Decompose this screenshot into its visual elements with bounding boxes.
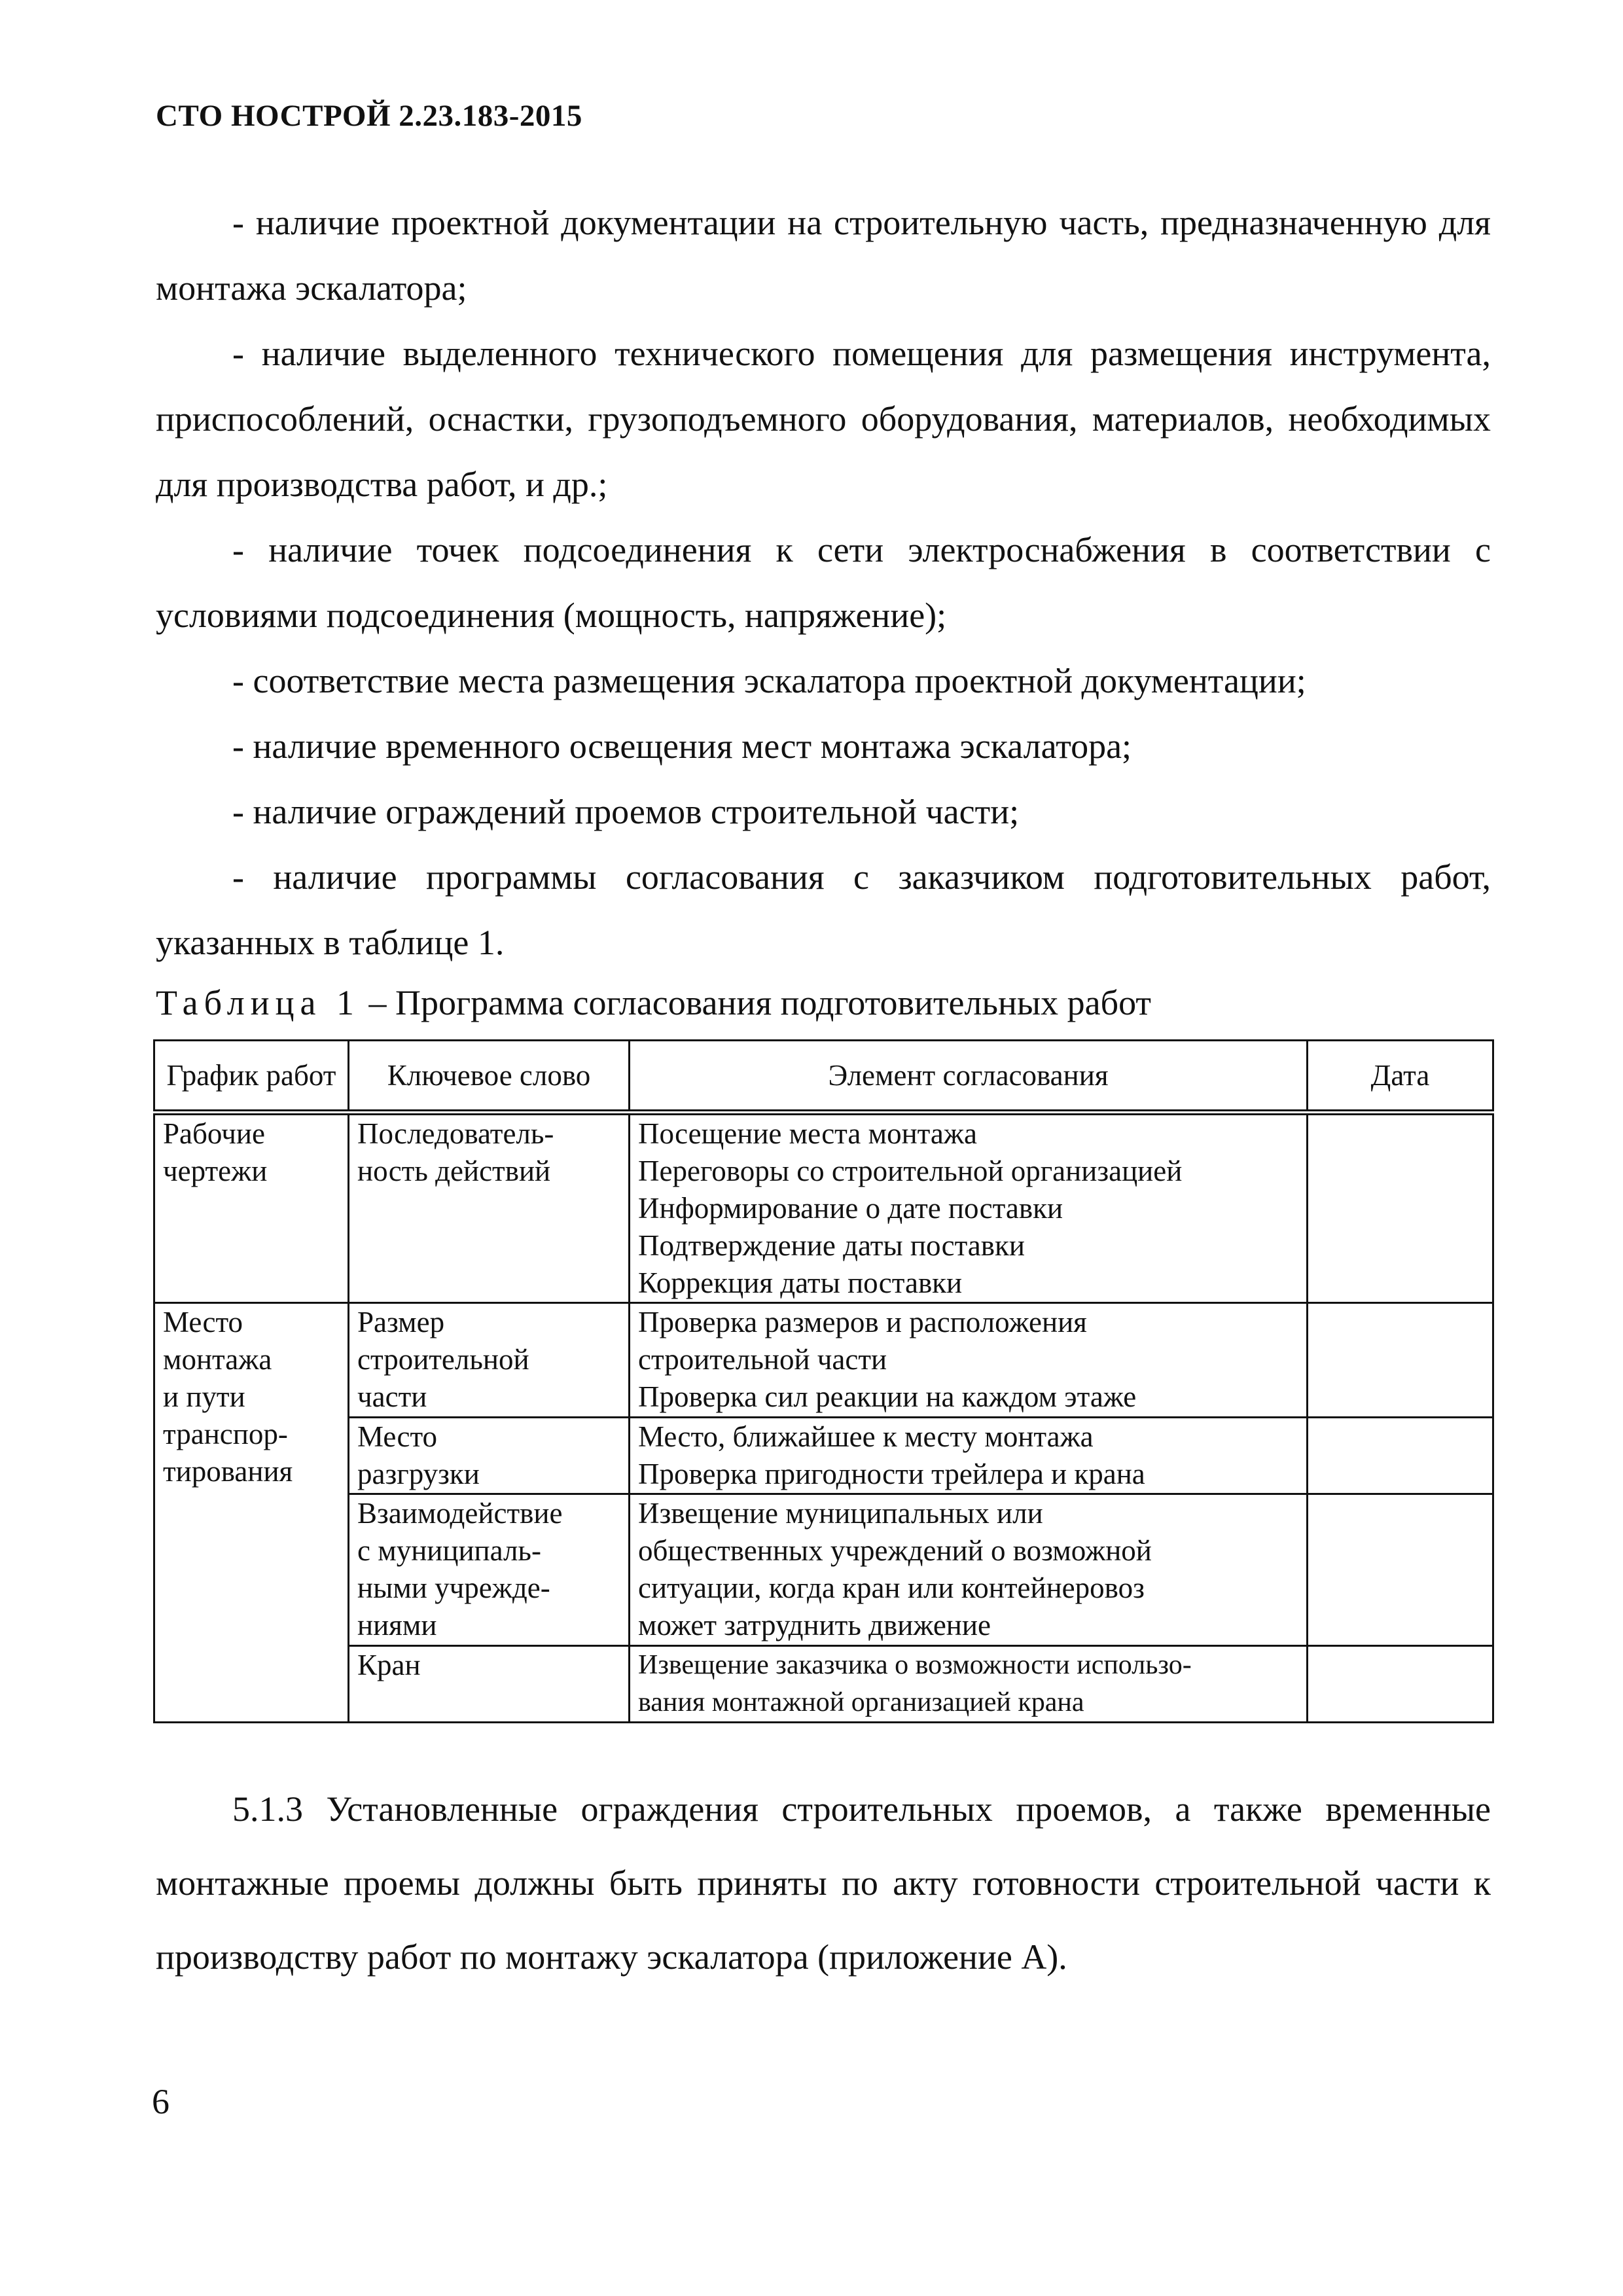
cell-elements: Проверка размеров и расположения строительной части Проверка сил реакции на каждом этаже (630, 1303, 1308, 1418)
cell-keyword: Кран (349, 1646, 630, 1723)
table-header-row (154, 1041, 1493, 1113)
list-item: - наличие программы согласования с заказчиком подготовительных работ, указанных в таблице 1. (156, 857, 1491, 962)
coordination-program-table (153, 1039, 1494, 1723)
header-date: Дата (1308, 1041, 1493, 1113)
cell-keyword: Место разгрузки (349, 1418, 630, 1494)
table-row (154, 1646, 1493, 1723)
requirements-list (156, 190, 1491, 975)
cell-schedule: Рабочие чертежи (154, 1113, 349, 1303)
cell-date (1308, 1113, 1493, 1303)
cell-date (1308, 1303, 1493, 1418)
section-paragraph: 5.1.3 Установленные ограждения строительных проемов, а также временные монтажные проемы должны быть приняты по акту готовности строительной части к производству работ по монтажу эскалатора (приложение А). (156, 1789, 1491, 1977)
list-item: - наличие ограждений проемов строительной части; (232, 792, 1020, 831)
table-row (154, 1418, 1493, 1494)
cell-elements: Извещение заказчика о возможности использо- вания монтажной организацией крана (630, 1646, 1308, 1723)
list-item: - наличие проектной документации на строительную часть, предназначенную для монтажа эскалатора; (156, 203, 1491, 308)
cell-elements: Место, ближайшее к месту монтажа Проверка пригодности трейлера и крана (630, 1418, 1308, 1494)
list-item: - соответствие места размещения эскалатора проектной документации; (232, 661, 1306, 700)
table-row (154, 1113, 1493, 1303)
page-number: 6 (152, 2082, 169, 2121)
cell-elements: Посещение места монтажа Переговоры со строительной организацией Информирование о дате поставки Подтверждение даты поставки Коррекция даты поставки (630, 1113, 1308, 1303)
table-row (154, 1494, 1493, 1646)
cell-elements: Извещение муниципальных или общественных учреждений о возможной ситуации, когда кран или контейнеровоз может затруднить движение (630, 1494, 1308, 1646)
cell-date (1308, 1418, 1493, 1494)
list-item: - наличие точек подсоединения к сети электроснабжения в соответствии с условиями подсоединения (мощность, напряжение); (156, 530, 1491, 635)
cell-date (1308, 1494, 1493, 1646)
list-item: - наличие выделенного технического помещения для размещения инструмента, приспособлений, оснастки, грузоподъемного оборудования, материалов, необходимых для производства работ, и др.; (156, 334, 1491, 504)
table-caption (156, 983, 1151, 1022)
header-schedule: График работ (154, 1041, 349, 1113)
document-header: СТО НОСТРОЙ 2.23.183-2015 (156, 99, 582, 133)
cell-keyword: Размер строительной части (349, 1303, 630, 1418)
header-keyword: Ключевое слово (349, 1041, 630, 1113)
cell-date (1308, 1646, 1493, 1723)
table-row (154, 1303, 1493, 1418)
list-item: - наличие временного освещения мест монтажа эскалатора; (232, 726, 1132, 766)
header-element: Элемент согласования (630, 1041, 1308, 1113)
cell-schedule: Место монтажа и пути транспор- тирования (154, 1303, 349, 1723)
section-5-1-3 (156, 1772, 1491, 1994)
table-caption-text: – Программа согласования подготовительных работ (359, 983, 1151, 1022)
cell-keyword: Последователь- ность действий (349, 1113, 630, 1303)
table-caption-label: Таблица 1 (156, 983, 360, 1022)
cell-keyword: Взаимодействие с муниципаль- ными учрежде- ниями (349, 1494, 630, 1646)
